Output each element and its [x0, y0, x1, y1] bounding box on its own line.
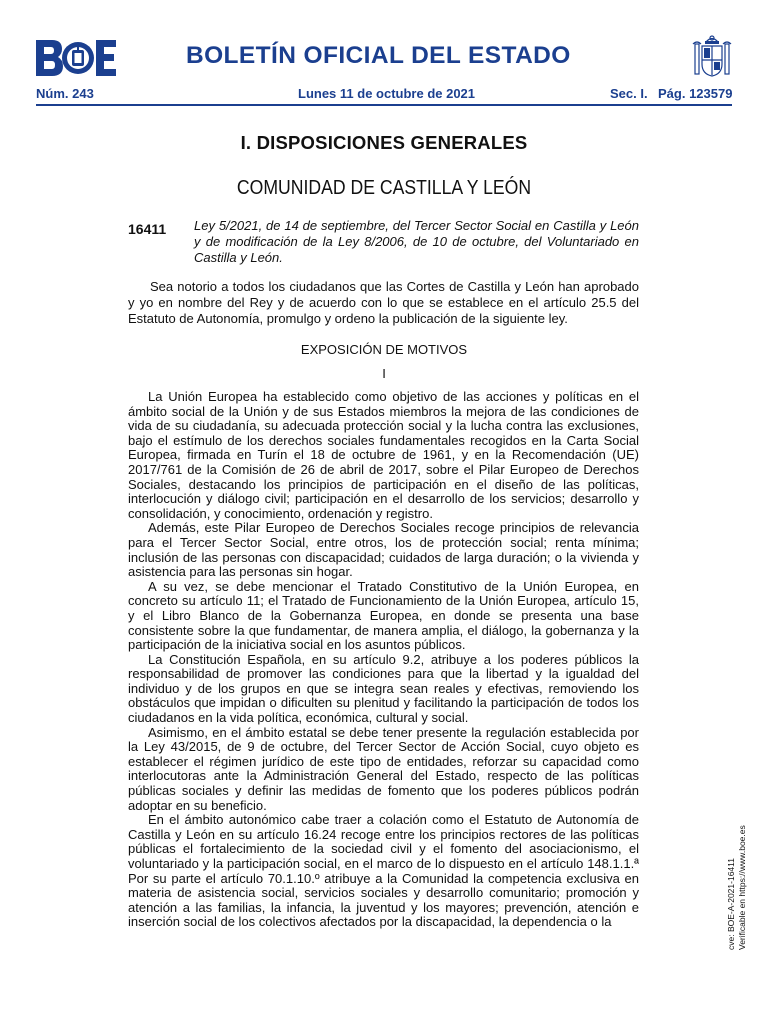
motives-heading: EXPOSICIÓN DE MOTIVOS [300, 342, 468, 357]
section-heading: I. DISPOSICIONES GENERALES [240, 132, 528, 153]
law-title: Ley 5/2021, de 14 de septiembre, del Tercer Sector Social en Castilla y León y de modificación de la Ley 8/2006, de 10 de octubre, del Voluntariado en Castilla y León. [194, 218, 639, 265]
issue-number: Núm. 243 [36, 86, 94, 101]
paragraph: La Unión Europea ha establecido como objetivo de las acciones y políticas en el ámbito social de la Unión y de sus Estados miembros la mejora de las condiciones de vida de su ciudadanía, su adecuada protección social y la lucha contra las exclusiones, bajo el estímulo de los derechos sociales fundamentales recogidos en la Carta Social Europea, firmada en Turín el 18 de octubre de 1961, y en la Recomendación (UE) 2017/761 de la Comisión de 26 de abril de 2017, sobre el Pilar Europeo de Derechos Sociales, destacando los principios de participación en el diseño de las políticas, interlocución y diálogo civil; participación en el desarrollo de los servicios; desarrollo y consolidación, y conocimiento, ordenación y registro. [128, 389, 639, 521]
paragraph: La Constitución Española, en su artículo 9.2, atribuye a los poderes públicos la responsabilidad de promover las condiciones para que la libertad y la igualdad del individuo y de los grupos en que se integra sean reales y efectivas, removiendo los obstáculos que impidan o dificulten su plenitud y facilitando la participación de todos los ciudadanos en la vida política, económica, cultural y social. [128, 651, 639, 726]
region-heading: COMUNIDAD DE CASTILLA Y LEÓN [236, 176, 532, 199]
cve-code: cve: BOE-A-2021-16411 [726, 858, 736, 950]
body-text [128, 390, 639, 930]
verification-sidebar [726, 770, 748, 950]
header-divider [36, 104, 732, 106]
promulgation-paragraph: Sea notorio a todos los ciudadanos que las Cortes de Castilla y León han aprobado y yo en nombre del Rey y de acuerdo con lo que se establece en el artículo 25.5 del Estatuto de Autonomía, promulgo y ordeno la publicación de la siguiente ley. [128, 279, 639, 326]
paragraph: Asimismo, en el ámbito estatal se debe tener presente la regulación establecida por la Ley 43/2015, de 9 de octubre, del Tercer Sector de Acción Social, cuyo objeto es establecer el régimen jurídico de este tipo de entidades, reforzar su capacidad como interlocutoras ante la Administración General del Estado, respecto de las políticas públicas sociales y definir las medidas de fomento que los poderes públicos podrán adoptar en su beneficio. [128, 724, 639, 813]
page-number: Pág. 123579 [658, 86, 733, 101]
paragraph: A su vez, se debe mencionar el Tratado Constitutivo de la Unión Europea, en concreto su artículo 11; el Tratado de Funcionamiento de la Unión Europea, artículo 15, y el Libro Blanco de la Gobernanza Europea, en donde se presenta una base consistente sobre la que fundamentar, de manera amplia, el diálogo, la gobernanza y la participación de la iniciativa social en los asuntos públicos. [128, 578, 639, 653]
verification-link[interactable]: Verificable en https://www.boe.es [737, 825, 747, 950]
header-bar [36, 86, 732, 106]
coat-of-arms-icon [690, 34, 734, 80]
chapter-numeral: I [382, 366, 386, 381]
boe-logo [36, 40, 116, 76]
reference-number: 16411 [128, 221, 167, 237]
paragraph: Además, este Pilar Europeo de Derechos Sociales recoge principios de relevancia para el Tercer Sector Social, entre otros, los de protección social; renta mínima; inclusión de las personas con discapacidad; cuidados de larga duración; o la vivienda y asistencia para las personas sin hogar. [128, 520, 639, 580]
issue-date: Lunes 11 de octubre de 2021 [298, 86, 476, 101]
paragraph: En el ámbito autonómico cabe traer a colación como el Estatuto de Autonomía de Castilla y León en su artículo 16.24 recoge entre los principios rectores de las políticas públicas el fortalecimiento de la sociedad civil y el fomento del asociacionismo, el voluntariado y la participación social, en el marco de lo dispuesto en el artículo 148.1.1.ª Por su parte el artículo 70.1.10.º atribuye a la Comunidad la competencia exclusiva en materia de asistencia social, servicios sociales y desarrollo comunitario; promoción y atención a las familias, la infancia, la juventud y los mayores; prevención, atención e inserción social de los colectivos afectados por la discapacidad, la dependencia o la [128, 812, 639, 930]
section-label: Sec. I. [610, 86, 648, 101]
gazette-title: BOLETÍN OFICIAL DEL ESTADO [186, 42, 571, 69]
